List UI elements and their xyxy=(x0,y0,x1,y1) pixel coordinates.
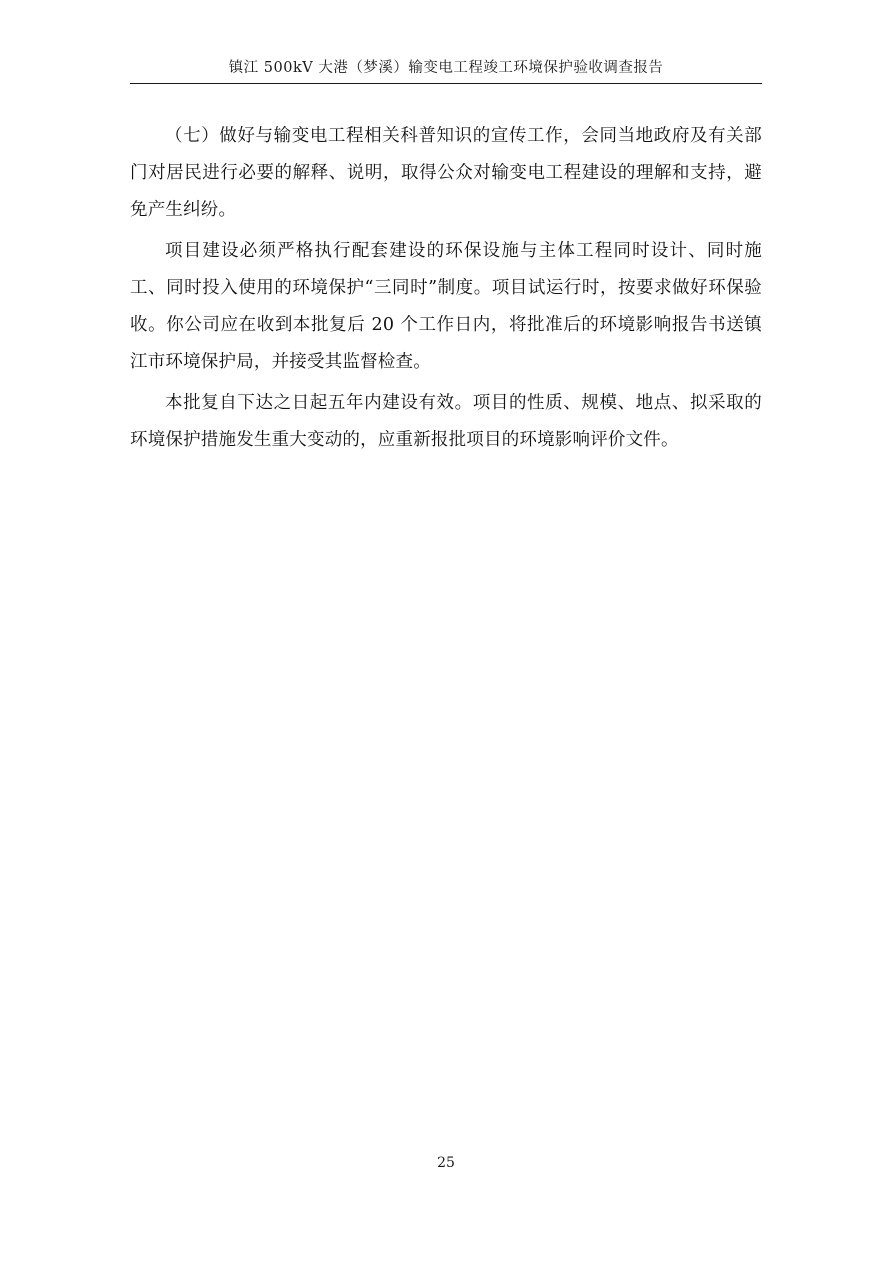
page-header-title: 镇江 500kV 大港（梦溪）输变电工程竣工环境保护验收调查报告 xyxy=(228,60,664,76)
paragraph-3: 本批复自下达之日起五年内建设有效。项目的性质、规模、地点、拟采取的环境保护措施发生重大变动的，应重新报批项目的环境影响评价文件。 xyxy=(130,393,762,450)
header-divider xyxy=(130,83,762,84)
page-number: 25 xyxy=(437,1155,455,1171)
paragraph-2: 项目建设必须严格执行配套建设的环保设施与主体工程同时设计、同时施工、同时投入使用的环境保护“三同时”制度。项目试运行时，按要求做好环保验收。你公司应在收到本批复后 20 个工作日内，将批准后的环境影响报告书送镇江市环境保护局，并接受其监督检查。 xyxy=(130,241,762,372)
page-content xyxy=(130,56,762,463)
paragraph-1: （七）做好与输变电工程相关科普知识的宣传工作，会同当地政府及有关部门对居民进行必要的解释、说明，取得公众对输变电工程建设的理解和支持，避免产生纠纷。 xyxy=(130,126,762,220)
